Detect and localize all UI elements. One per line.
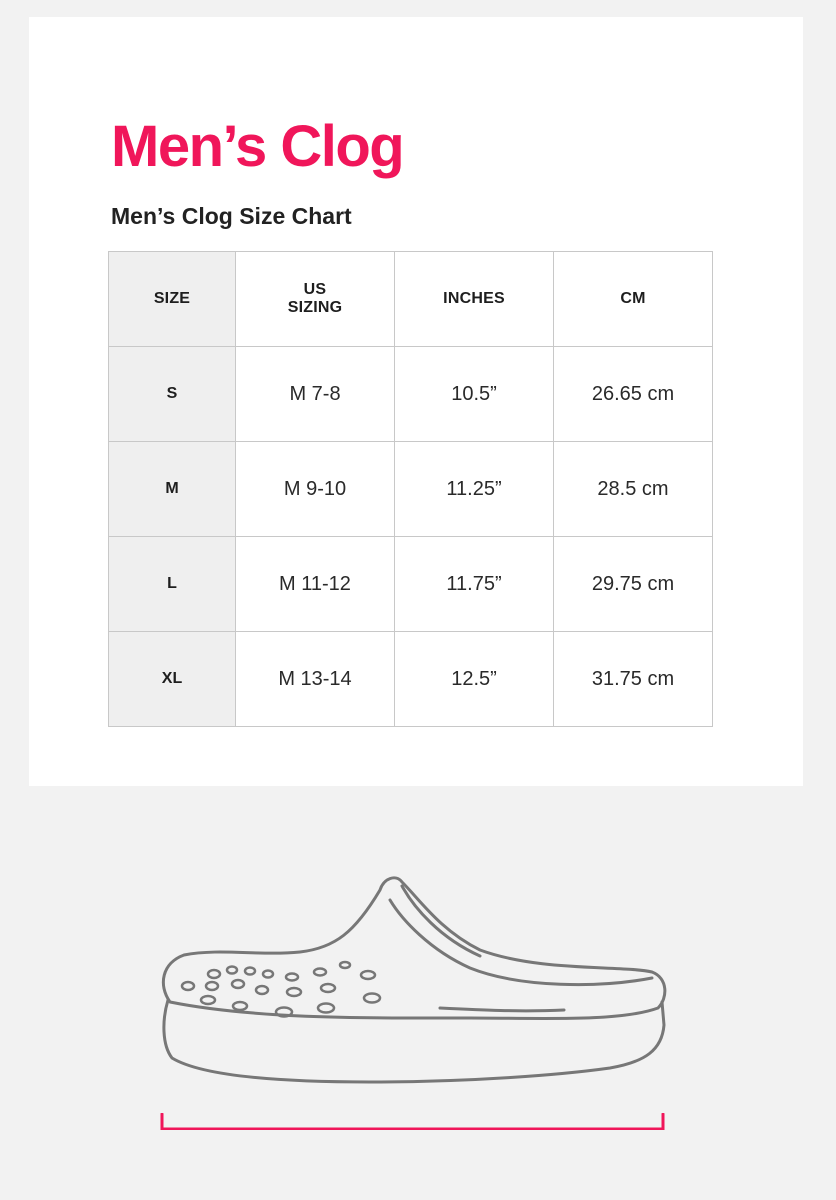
column-header-inches: INCHES (395, 252, 554, 347)
us-sizing-cell: M 13-14 (236, 632, 395, 727)
us-sizing-cell: M 7-8 (236, 347, 395, 442)
size-cell: XL (109, 632, 236, 727)
length-measure-bracket-icon (160, 1113, 665, 1130)
inches-cell: 11.75” (395, 537, 554, 632)
cm-cell: 31.75 cm (554, 632, 713, 727)
size-cell: L (109, 537, 236, 632)
table-row (109, 442, 713, 537)
cm-cell: 28.5 cm (554, 442, 713, 537)
table-row (109, 537, 713, 632)
clog-shoe-outline-icon (140, 860, 700, 1150)
us-sizing-cell: M 9-10 (236, 442, 395, 537)
inches-cell: 12.5” (395, 632, 554, 727)
inches-cell: 11.25” (395, 442, 554, 537)
column-header-us-sizing (236, 252, 395, 347)
table-header-row (109, 252, 713, 347)
cm-cell: 26.65 cm (554, 347, 713, 442)
inches-cell: 10.5” (395, 347, 554, 442)
table-row (109, 632, 713, 727)
page-title: Men’s Clog (111, 114, 404, 179)
size-cell: S (109, 347, 236, 442)
us-sizing-cell: M 11-12 (236, 537, 395, 632)
size-chart-card (29, 17, 803, 786)
size-cell: M (109, 442, 236, 537)
size-chart-subtitle: Men’s Clog Size Chart (111, 203, 352, 229)
cm-cell: 29.75 cm (554, 537, 713, 632)
column-header-us-line2: SIZING (287, 299, 343, 316)
table-row (109, 347, 713, 442)
size-chart-table (108, 251, 713, 727)
column-header-us-line1: US (303, 281, 327, 298)
column-header-size: SIZE (109, 252, 236, 347)
column-header-cm: CM (554, 252, 713, 347)
